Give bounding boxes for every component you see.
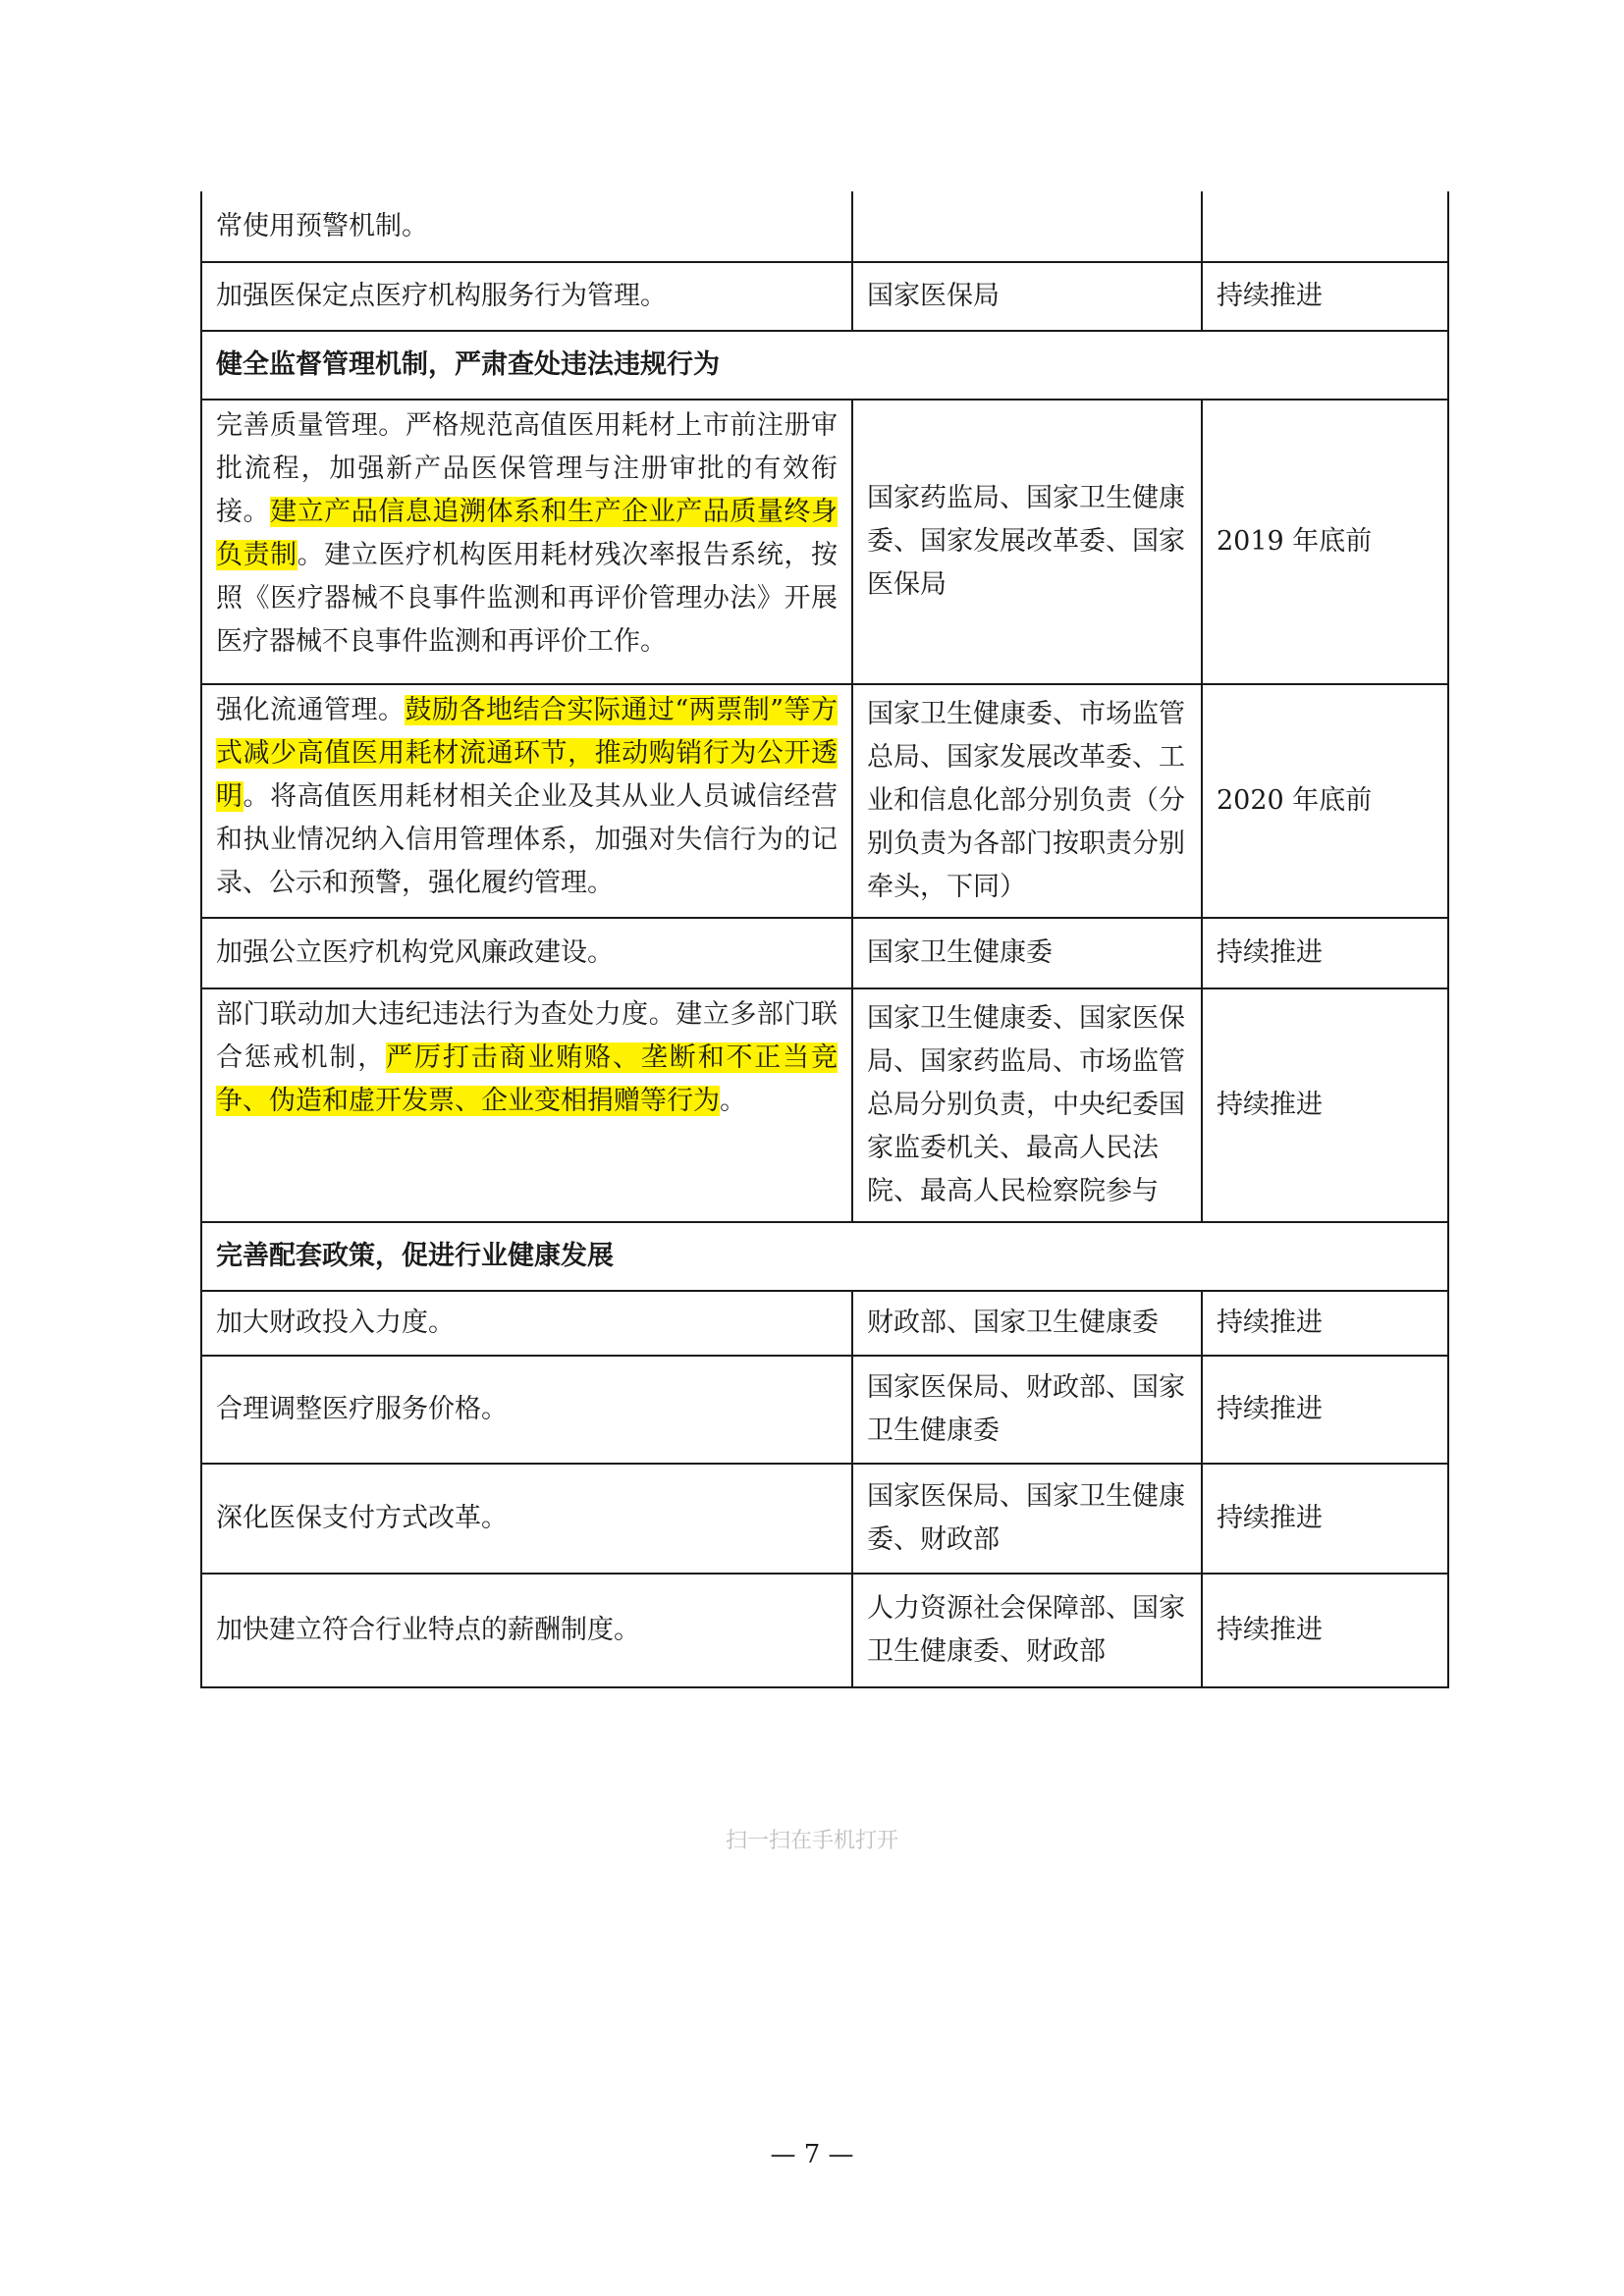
scan-to-open-on-phone-note[interactable]: 扫一扫在手机打开	[725, 1829, 898, 1853]
measure-cell: 加强医保定点医疗机构服务行为管理。	[201, 262, 852, 331]
measure-text: 完善质量管理。严格规范高值医用耗材上市前注册审批流程，加强新产品医保管理与注册审批的有效衔接。	[216, 410, 838, 527]
responsible-department-cell: 国家医保局	[852, 262, 1202, 331]
responsible-department-cell: 国家卫生健康委、国家医保局、国家药监局、市场监管总局分别负责，中央纪委国家监委机关、最高人民法院、最高人民检察院参与	[852, 988, 1202, 1222]
timeline-cell: 持续推进	[1202, 1464, 1448, 1574]
measure-text: 。将高值医用耗材相关企业及其从业人员诚信经营和执业情况纳入信用管理体系，加强对失信行为的记录、公示和预警，强化履约管理。	[216, 781, 839, 898]
highlighted-text: 鼓励各地结合实际通过“两票制”等方式减少高值医用耗材流通环节，推动购销行为公开透明	[216, 695, 838, 812]
table-row	[201, 988, 1448, 1222]
table-row	[201, 684, 1448, 918]
measure-cell: 加大财政投入力度。	[201, 1291, 852, 1356]
table-row	[201, 1574, 1448, 1687]
responsible-department-cell: 国家卫生健康委	[852, 918, 1202, 988]
timeline-cell: 持续推进	[1202, 918, 1448, 988]
table-row	[201, 262, 1448, 331]
table-row	[201, 1464, 1448, 1574]
timeline-cell	[1202, 191, 1448, 262]
responsible-department-cell: 人力资源社会保障部、国家卫生健康委、财政部	[852, 1574, 1202, 1687]
timeline-cell: 持续推进	[1202, 1574, 1448, 1687]
measure-cell: 加快建立符合行业特点的薪酬制度。	[201, 1574, 852, 1687]
responsible-department-cell: 国家药监局、国家卫生健康委、国家发展改革委、国家医保局	[852, 400, 1202, 684]
measure-cell	[201, 684, 852, 918]
measure-cell	[201, 400, 852, 684]
table-body	[201, 191, 1448, 1687]
table-row	[201, 191, 1448, 262]
timeline-cell: 2019 年底前	[1202, 400, 1448, 684]
measure-cell: 深化医保支付方式改革。	[201, 1464, 852, 1574]
section-header-row	[201, 1222, 1448, 1291]
measure-text: 。	[720, 1086, 746, 1116]
section-title: 健全监督管理机制，严肃查处违法违规行为	[201, 331, 1448, 400]
responsible-department-cell	[852, 191, 1202, 262]
measure-text: 强化流通管理。	[216, 695, 406, 725]
measure-cell: 常使用预警机制。	[201, 191, 852, 262]
section-header-row	[201, 331, 1448, 400]
table-row	[201, 1291, 1448, 1356]
highlighted-text: 严厉打击商业贿赂、垄断和不正当竞争、伪造和虚开发票、企业变相捐赠等行为	[216, 1042, 839, 1116]
measure-text: 。建立医疗机构医用耗材残次率报告系统，按照《医疗器械不良事件监测和再评价管理办法》开展医疗器械不良事件监测和再评价工作。	[216, 540, 839, 657]
table-row	[201, 400, 1448, 684]
timeline-cell: 持续推进	[1202, 1356, 1448, 1464]
table-row	[201, 918, 1448, 988]
timeline-cell: 持续推进	[1202, 988, 1448, 1222]
policy-task-table	[200, 191, 1449, 1688]
table-row	[201, 1356, 1448, 1464]
highlighted-text: 建立产品信息追溯体系和生产企业产品质量终身负责制	[216, 497, 839, 570]
responsible-department-cell: 国家医保局、国家卫生健康委、财政部	[852, 1464, 1202, 1574]
measure-cell: 合理调整医疗服务价格。	[201, 1356, 852, 1464]
measure-cell	[201, 988, 852, 1222]
responsible-department-cell: 财政部、国家卫生健康委	[852, 1291, 1202, 1356]
timeline-cell: 持续推进	[1202, 1291, 1448, 1356]
timeline-cell: 2020 年底前	[1202, 684, 1448, 918]
responsible-department-cell: 国家卫生健康委、市场监管总局、国家发展改革委、工业和信息化部分别负责（分别负责为各部门按职责分别牵头，下同）	[852, 684, 1202, 918]
measure-text: 部门联动加大违纪违法行为查处力度。建立多部门联合惩戒机制，	[216, 999, 838, 1073]
page-number: — 7 —	[770, 2140, 854, 2169]
timeline-cell: 持续推进	[1202, 262, 1448, 331]
responsible-department-cell: 国家医保局、财政部、国家卫生健康委	[852, 1356, 1202, 1464]
measure-cell: 加强公立医疗机构党风廉政建设。	[201, 918, 852, 988]
section-title: 完善配套政策，促进行业健康发展	[201, 1222, 1448, 1291]
